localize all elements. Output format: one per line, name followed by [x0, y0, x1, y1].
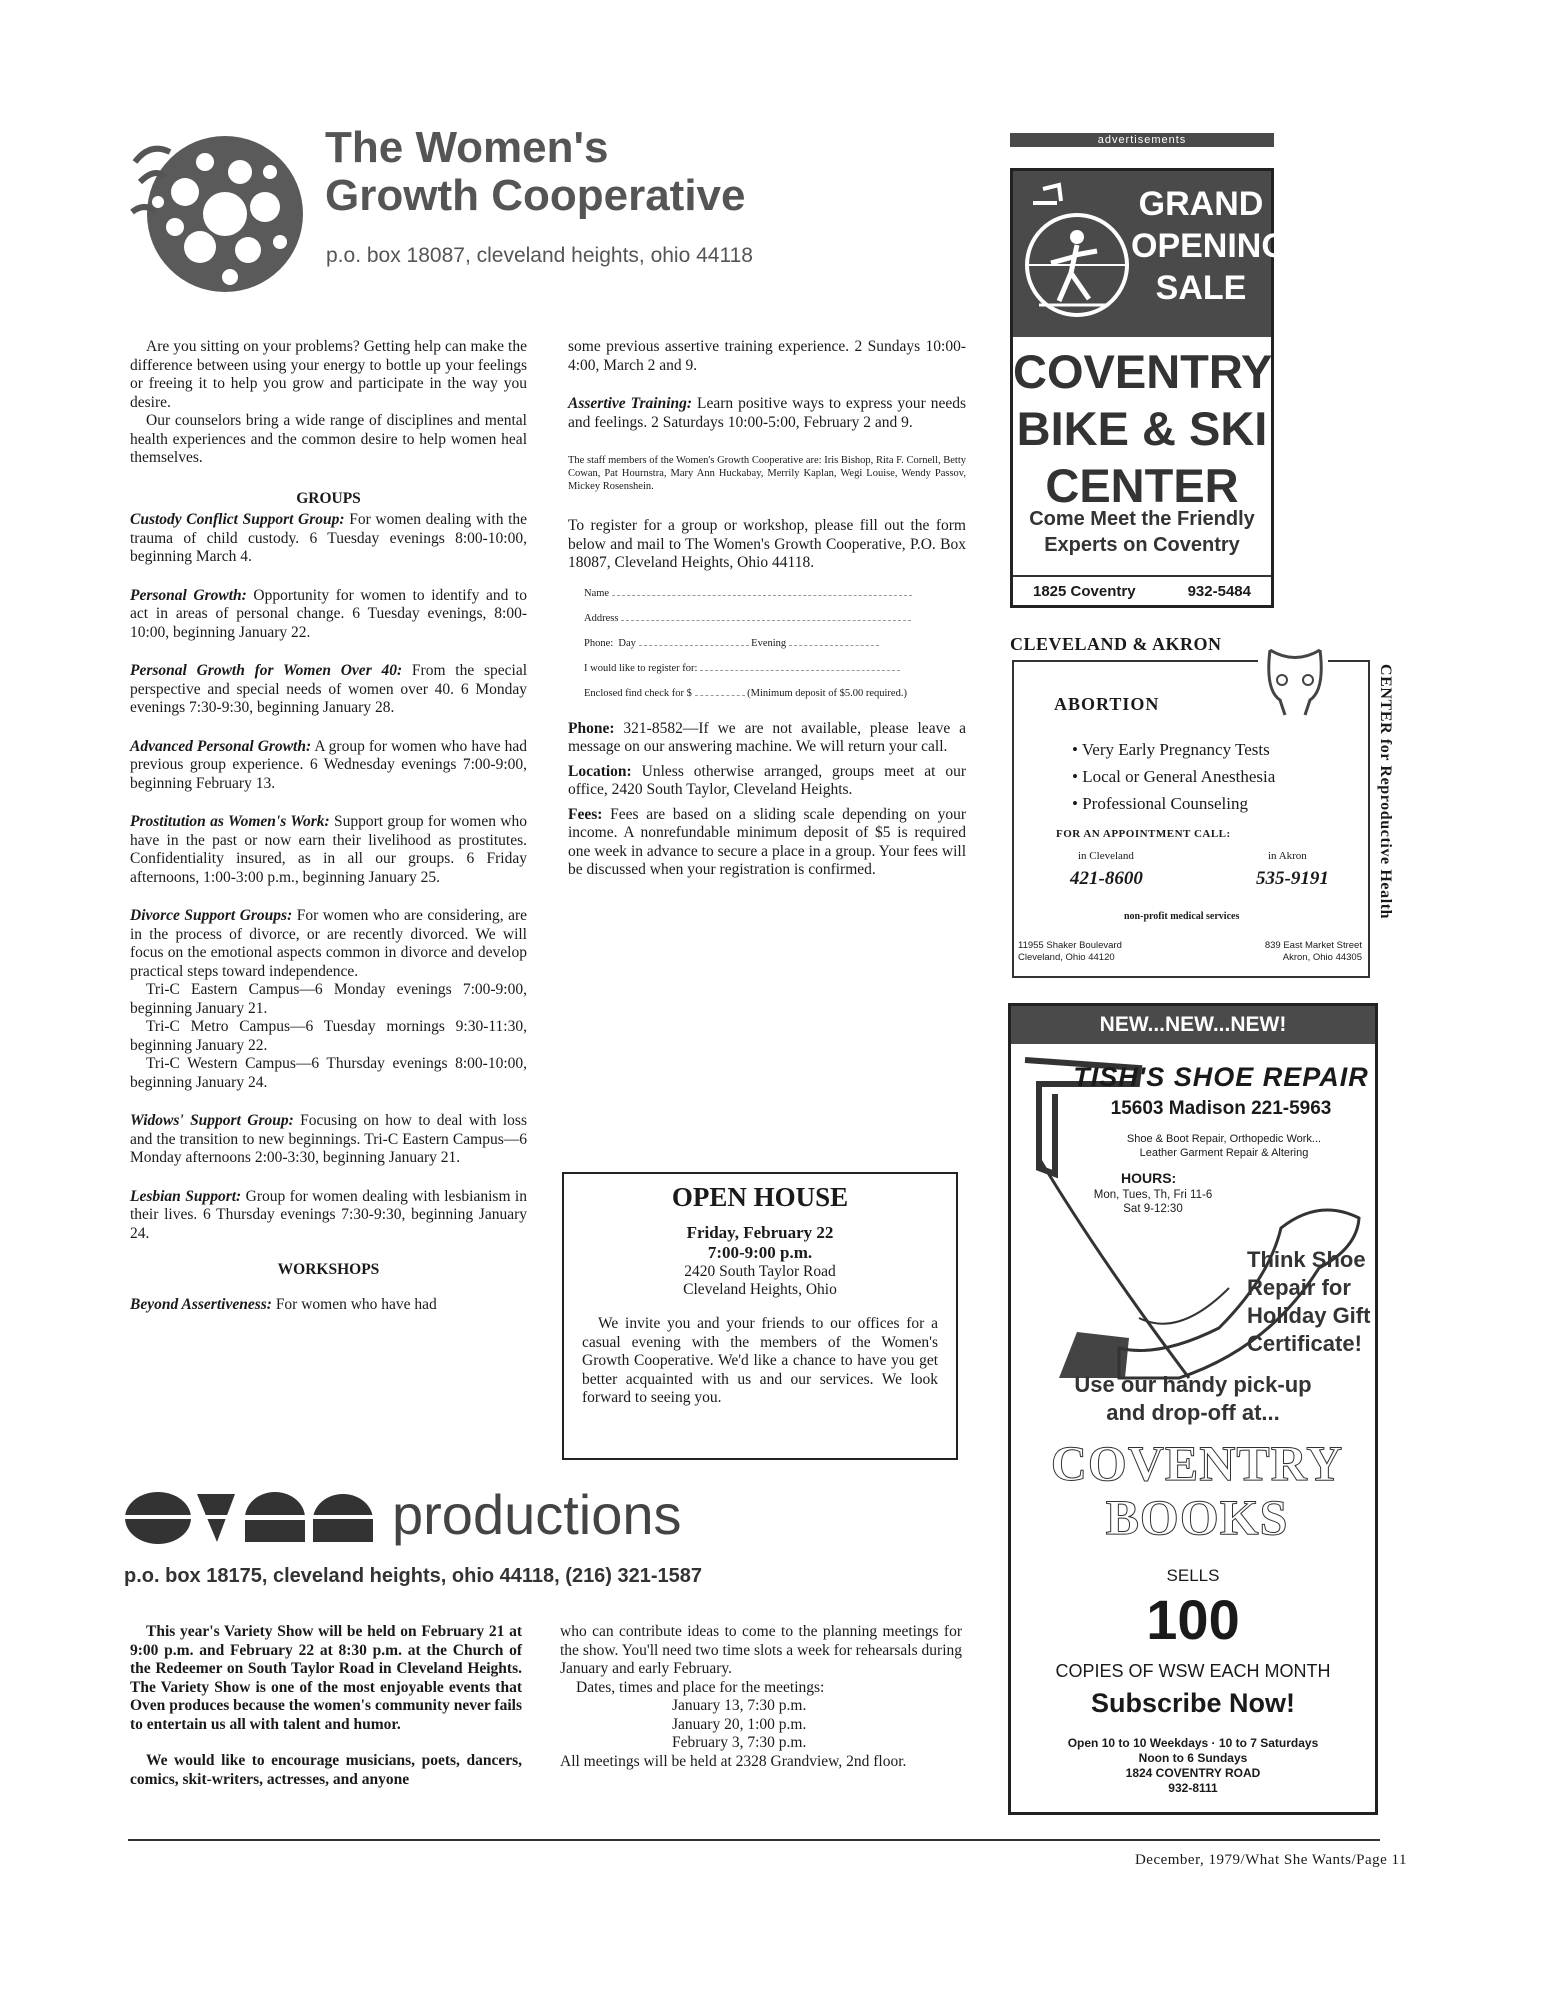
group-item: Advanced Personal Growth: A group for women who have had previous group experience. 6 Wednesday evenings 7:00-9:00, beginning February 13. — [130, 737, 527, 792]
open-house-time: 7:00-9:00 p.m. — [707, 1243, 813, 1262]
registration-form: Name Address Phone: Day Evening I would like to register for: Enclosed find check for $ (Minimum deposit of $5.00 required.) — [568, 587, 966, 700]
form-register-field[interactable] — [700, 670, 900, 671]
shoe-books-ad — [1008, 1003, 1378, 1815]
form-address-label: Address — [584, 612, 619, 624]
oven-date: February 3, 7:30 p.m. — [672, 1734, 807, 1751]
wgc-column-left — [130, 338, 527, 1314]
campus-line: Tri-C Eastern Campus—6 Monday evenings 7:00-9:00, beginning January 21. — [130, 981, 527, 1017]
form-name-label: Name — [584, 587, 610, 599]
nonprofit-label: non-profit medical services — [1124, 911, 1240, 922]
oven-p1: This year's Variety Show will be held on February 21 at 9:00 p.m. and February 22 at 8:30 p.m. at the Church of the Redeemer on South Taylor Road in Cleveland Heights. The Variety Show is one of the most enjoyable events that Oven produces because the women's community never fails to entertain us all with talent and humor. — [130, 1623, 522, 1733]
abortion-box-top — [1012, 660, 1258, 662]
oven-column-left — [130, 1623, 522, 1789]
workshop-cont: some previous assertive training experience. 2 Sundays 10:00-4:00, March 2 and 9. — [568, 338, 966, 374]
wgc-logo — [130, 122, 310, 302]
subscribe-now[interactable]: Subscribe Now! — [1090, 1688, 1296, 1718]
group-item: Custody Conflict Support Group: For women dealing with the trauma of child custody. 6 Tuesday evenings 8:00-10:00, beginning March 4. — [130, 511, 528, 565]
oven-logo-text — [125, 1490, 126, 1491]
oven-p2: We would like to encourage musicians, poets, dancers, comics, skit-writers, actresses, and anyone — [130, 1752, 522, 1788]
hours-label: HOURS: — [1121, 1170, 1177, 1186]
form-day-field[interactable] — [639, 645, 749, 646]
bike-ski-ad — [1010, 168, 1288, 608]
abortion-services: • Very Early Pregnancy Tests • Local or General Anesthesia • Professional Counseling — [1072, 736, 1275, 817]
phone-info: Phone: 321-8582—If we are not available, please leave a message on our answering machine. We will return your call. — [568, 719, 966, 755]
bike-tagline: Come Meet the Friendly Experts on Coventry — [1029, 508, 1255, 556]
form-enclosed-label: Enclosed find check for $ — [584, 687, 692, 699]
campus-line: Tri-C Metro Campus—6 Tuesday mornings 9:30-11:30, beginning January 22. — [130, 1018, 527, 1054]
shoe-services: Shoe & Boot Repair, Orthopedic Work... Leather Garment Repair & Altering — [1126, 1133, 1322, 1159]
groups-heading: GROUPS — [296, 489, 361, 507]
oven-p5: All meetings will be held at 2328 Grandview, 2nd floor. — [560, 1752, 907, 1770]
form-evening-field[interactable] — [789, 645, 879, 646]
open-house-date: Friday, February 22 — [686, 1223, 834, 1242]
fees-info: Fees: Fees are based on a sliding scale depending on your income. A nonrefundable minimum deposit of $5 is required one week in advance to secure a place in a group. Your fees will be discussed when your registration is confirmed. — [568, 805, 966, 878]
books-hours: Open 10 to 10 Weekdays · 10 to 7 Saturdays Noon to 6 Sundays 1824 COVENTRY ROAD 932-8111 — [1067, 1736, 1319, 1795]
abortion-title: ABORTION — [1054, 694, 1160, 714]
ads-header: advertisements — [1010, 133, 1274, 147]
workshop-item: Beyond Assertiveness: For women who have had — [130, 1295, 437, 1313]
form-phone-label: Phone: — [584, 637, 614, 649]
group-item: Personal Growth: Opportunity for women to identify and to act in areas of personal change. 6 Tuesday evenings, 8:00-10:00, beginning January 22. — [130, 586, 527, 641]
open-house-addr2: Cleveland Heights, Ohio — [683, 1281, 837, 1298]
abortion-appt: FOR AN APPOINTMENT CALL: — [1056, 828, 1231, 840]
oven-column-middle — [560, 1623, 962, 1771]
page-footer: December, 1979/What She Wants/Page 11 — [1134, 1852, 1407, 1868]
group-item: Personal Growth for Women Over 40: From the special perspective and special needs of women over 40. 6 Monday evenings 7:30-9:30, beginning January 28. — [130, 662, 528, 716]
group-item: Lesbian Support: Group for women dealing with lesbianism in their lives. 6 Thursday evenings 7:30-9:30, beginning January 24. — [130, 1187, 527, 1242]
oven-address: p.o. box 18175, cleveland heights, ohio 44118, (216) 321-1587 — [124, 1565, 703, 1587]
copies-count: 100 — [1146, 1588, 1240, 1651]
city-cleveland: in Cleveland — [1078, 850, 1134, 862]
form-address-field[interactable] — [621, 620, 911, 621]
open-house-addr1: 2420 South Taylor Road — [684, 1263, 836, 1280]
form-name-field[interactable] — [612, 595, 912, 596]
grand-opening-text: GRAND OPENING SALE — [1131, 185, 1288, 307]
shoe-shop-name: TISH'S SHOE REPAIR — [1073, 1062, 1369, 1092]
form-enclosed-field[interactable] — [695, 695, 745, 696]
shoe-address: 15603 Madison 221-5963 — [1110, 1098, 1332, 1119]
register-text: To register for a group or workshop, please fill out the form below and mail to The Women's Growth Cooperative, P.O. Box 18087, Cleveland Heights, Ohio 44118. — [568, 517, 966, 571]
copies-label: COPIES OF WSW EACH MONTH — [1055, 1661, 1331, 1681]
wgc-title-line1: The Women's — [325, 123, 609, 172]
phone-akron[interactable]: 535-9191 — [1256, 868, 1329, 889]
address-cleveland: 11955 Shaker Boulevard Cleveland, Ohio 44120 — [1018, 940, 1122, 963]
bike-address: 1825 Coventry — [1033, 583, 1136, 600]
coventry-books-logo: COVENTRY BOOKS — [1050, 1435, 1344, 1545]
oven-p4: Dates, times and place for the meetings: — [576, 1678, 825, 1696]
shoe-hours: Mon, Tues, Th, Fri 11-6 Sat 9-12:30 — [1093, 1189, 1213, 1215]
center-side-label: CENTER for Reproductive Health — [1377, 664, 1394, 920]
wgc-title — [325, 124, 746, 220]
wgc-address: p.o. box 18087, cleveland heights, ohio 44118 — [326, 244, 753, 267]
wgc-intro-1: Are you sitting on your problems? Getting help can make the difference between using your energy to bottle up your feelings or freeing it to help you grow and participate in the way you desire. — [130, 338, 527, 411]
oven-date: January 20, 1:00 p.m. — [672, 1715, 807, 1733]
bike-shop-name: COVENTRY BIKE & SKI CENTER — [1013, 345, 1273, 512]
skier-bike-icon — [1019, 181, 1129, 329]
wgc-column-middle — [568, 338, 966, 880]
city-akron: in Akron — [1268, 850, 1307, 862]
wgc-title-line2: Growth Cooperative — [325, 171, 746, 220]
phone-cleveland[interactable]: 421-8600 — [1070, 868, 1143, 889]
open-house-body: We invite you and your friends to our offices for a casual evening with the members of the Women's Growth Cooperative. We'd like a chance to have you get better acquainted with us and our services. We look forward to seeing you. — [582, 1315, 938, 1406]
campus-line: Tri-C Western Campus—6 Thursday evenings 8:00-10:00, beginning January 24. — [130, 1055, 527, 1091]
staff-list: The staff members of the Women's Growth Cooperative are: Iris Bishop, Rita F. Cornell, Betty Cowan, Pat Hournstra, Mary Ann Huckabay, Merrily Kaplan, Wegi Louise, Wendy Passov, Mickey Rosenshein. — [568, 455, 966, 492]
address-akron: 839 East Market Street Akron, Ohio 44305 — [1264, 940, 1362, 963]
wgc-intro-2: Our counselors bring a wide range of disciplines and mental health experiences and the common desire to help women heal themselves. — [130, 412, 527, 466]
holiday-gift-text: Think Shoe Repair for Holiday Gift Certificate! — [1247, 1247, 1371, 1356]
open-house-title: OPEN HOUSE — [671, 1182, 849, 1212]
abortion-header: CLEVELAND & AKRON — [1010, 634, 1222, 654]
abortion-box-top-right — [1328, 660, 1370, 662]
workshop-item: Assertive Training: Learn positive ways to express your needs and feelings. 2 Saturdays 10:00-5:00, February 2 and 9. — [568, 395, 966, 431]
bike-contact — [1013, 575, 1271, 600]
abortion-ad — [1010, 628, 1394, 978]
new-banner: NEW...NEW...NEW! — [1011, 1006, 1375, 1044]
bike-phone: 932-5484 — [1187, 583, 1251, 600]
oven-word: productions — [392, 1483, 682, 1546]
oven-p3: who can contribute ideas to come to the planning meetings for the show. You'll need two time slots a week for rehearsals during January and early February. — [560, 1623, 962, 1677]
oven-date: January 13, 7:30 p.m. — [672, 1697, 807, 1714]
location-info: Location: Unless otherwise arranged, groups meet at our office, 2420 South Taylor, Cleveland Heights. — [568, 762, 966, 798]
workshops-heading: WORKSHOPS — [277, 1261, 380, 1278]
sells-label: SELLS — [1166, 1566, 1220, 1585]
form-register-label: I would like to register for: — [584, 662, 698, 674]
bottom-rule — [128, 1839, 1380, 1841]
open-house-box — [562, 1172, 958, 1460]
bike-banner — [1013, 171, 1288, 337]
group-item: Prostitution as Women's Work: Support group for women who have in the past or now earn their livelihood as prostitutes. Confidentiality insured, as in all our groups. 6 Friday afternoons, 1:00-3:00 p.m., beginning January 25. — [130, 813, 527, 886]
oven-logo — [125, 1490, 375, 1546]
group-item: Divorce Support Groups: For women who are considering, are in the process of divorce, or are recently divorced. We will focus on the emotional aspects common in divorce and develop practical steps toward independence. — [130, 907, 528, 980]
group-item: Widows' Support Group: Focusing on how to deal with loss and the transition to new beginnings. Tri-C Eastern Campus—6 Monday afternoons 2:00-3:30, beginning January 21. — [130, 1112, 527, 1166]
pickup-text: Use our handy pick-up and drop-off at... — [1074, 1372, 1312, 1425]
